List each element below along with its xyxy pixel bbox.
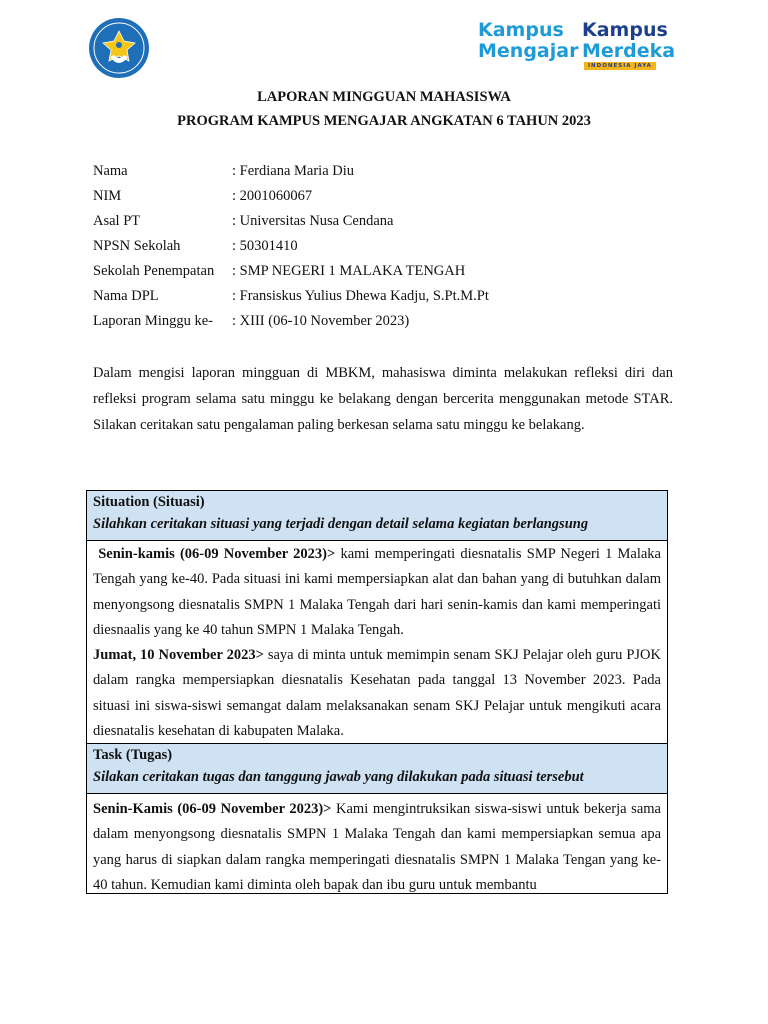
info-label: Nama DPL bbox=[93, 288, 159, 304]
info-value: : XIII (06-10 November 2023) bbox=[232, 313, 410, 329]
entry-lead: Senin-Kamis (06-09 November 2023)> bbox=[93, 801, 332, 817]
info-value: : 50301410 bbox=[232, 238, 298, 254]
task-prompt: Silakan ceritakan tugas dan tanggung jawab yang dilakukan pada situasi tersebut bbox=[93, 769, 584, 785]
info-value: : Ferdiana Maria Diu bbox=[232, 163, 355, 179]
program-title: PROGRAM KAMPUS MENGAJAR ANGKATAN 6 TAHUN 2023 bbox=[177, 113, 591, 129]
situation-entry bbox=[93, 643, 661, 744]
info-value: : Universitas Nusa Cendana bbox=[232, 213, 394, 229]
kampus-merdeka-wordmark: Kampus Merdeka bbox=[582, 19, 676, 62]
info-row-nim bbox=[93, 185, 489, 210]
info-label: Sekolah Penempatan bbox=[93, 263, 215, 279]
task-body bbox=[87, 794, 667, 893]
tut-wuri-handayani-emblem-icon bbox=[88, 17, 150, 79]
task-entry bbox=[93, 797, 661, 898]
entry-text: kami memperingati diesnatalis SMP Negeri 1 Malaka Tengah yang ke-40. Pada situasi ini kami mempersiapkan alat dan bahan yang di butuhkan dalam menyongsong diesnatalis SMPN 1 Malaka Tengah dari hari senin-kamis dan kami memperingati diesnaalis yang ke 40 tahun SMPN 1 Malaka Tengah. bbox=[93, 546, 661, 638]
info-value: : Fransiskus Yulius Dhewa Kadju, S.Pt.M.Pt bbox=[232, 288, 489, 304]
situation-header bbox=[87, 491, 667, 541]
intro-paragraph: Dalam mengisi laporan mingguan di MBKM, mahasiswa diminta melakukan refleksi diri dan refleksi program selama satu minggu ke belakang dengan bercerita menggunakan metode STAR. Silakan ceritakan satu pengalaman paling berkesan selama satu minggu ke belakang. bbox=[93, 365, 673, 433]
report-title: LAPORAN MINGGUAN MAHASISWA bbox=[257, 89, 511, 105]
info-row-sekolah bbox=[93, 260, 489, 285]
info-label: NPSN Sekolah bbox=[93, 238, 181, 254]
star-table bbox=[86, 490, 668, 894]
situation-body bbox=[87, 541, 667, 744]
info-label: Nama bbox=[93, 163, 128, 179]
student-info bbox=[93, 160, 489, 335]
situation-entry bbox=[93, 542, 661, 643]
info-label: Asal PT bbox=[93, 213, 141, 229]
entry-lead: Senin-kamis (06-09 November 2023)> bbox=[98, 546, 336, 562]
situation-heading: Situation (Situasi) bbox=[93, 494, 205, 510]
kampus-mengajar-wordmark: Kampus Mengajar bbox=[478, 19, 579, 62]
info-row-asal-pt bbox=[93, 210, 489, 235]
info-row-npsn bbox=[93, 235, 489, 260]
entry-lead: Jumat, 10 November 2023> bbox=[93, 647, 264, 664]
task-header bbox=[87, 744, 667, 794]
info-label: Laporan Minggu ke- bbox=[93, 313, 213, 329]
info-value: : 2001060067 bbox=[232, 188, 313, 204]
kampus-mengajar-kampus-merdeka-logo-icon bbox=[478, 20, 678, 76]
info-value: : SMP NEGERI 1 MALAKA TENGAH bbox=[232, 263, 466, 279]
entry-text: saya di minta untuk memimpin senam SKJ Pelajar oleh guru PJOK dalam rangka mempersiapkan diesnatalis Kesehatan pada tanggal 13 November 2023. Pada situasi ini siswa-siswi semangat dalam melaksanakan senam SKJ Pelajar untuk mengikuti acara diesnatalis kesehatan di kabupaten Malaka. bbox=[93, 647, 661, 740]
entry-text: Kami mengintruksikan siswa-siswi untuk bekerja sama dalam menyongsong diesnatalis SMPN 1 Malaka Tengah dan kami mempersiapkan semua apa yang harus di siapkan dalam rangka memperingati diesnatalis SMPN 1 Malaka Tengan yang ke-40 tahun. Kemudian kami diminta oleh bapak dan ibu guru untuk membantu bbox=[93, 801, 661, 893]
info-label: NIM bbox=[93, 188, 122, 204]
info-row-nama bbox=[93, 160, 489, 185]
situation-prompt: Silahkan ceritakan situasi yang terjadi dengan detail selama kegiatan berlangsung bbox=[93, 516, 589, 532]
task-heading: Task (Tugas) bbox=[93, 747, 173, 763]
info-row-dpl bbox=[93, 285, 489, 310]
info-row-minggu bbox=[93, 310, 489, 335]
indonesia-jaya-badge: INDONESIA JAYA bbox=[584, 62, 656, 70]
